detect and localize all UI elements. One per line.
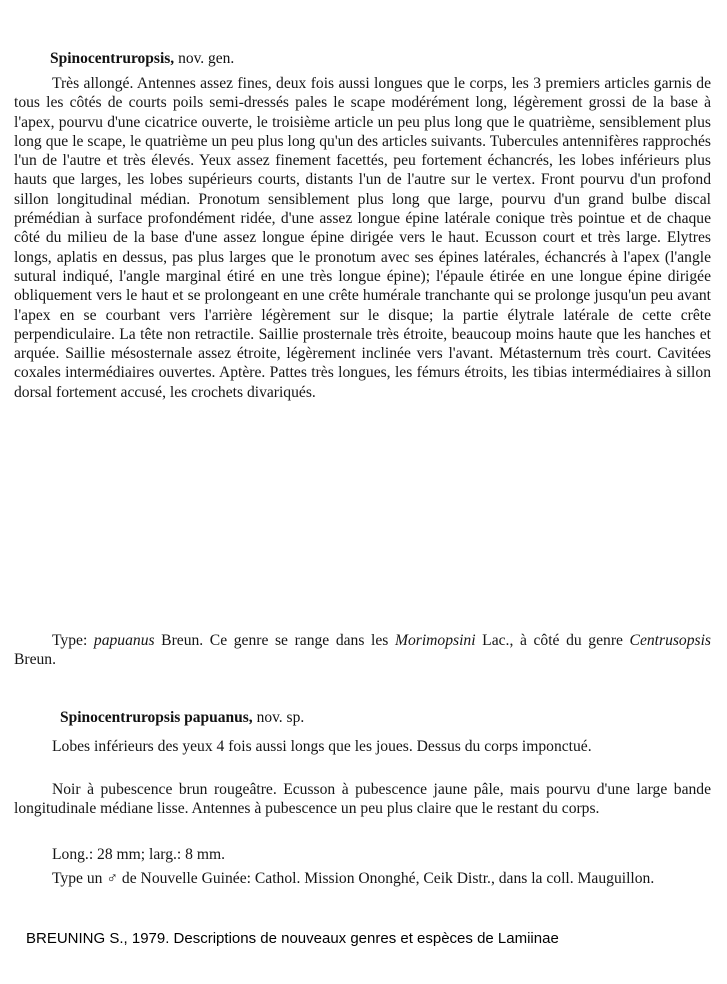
species-heading <box>60 709 304 727</box>
citation-footer: BREUNING S., 1979. Descriptions de nouveaux genres et espèces de Lamiinae <box>26 930 559 947</box>
species-type-paragraph: Type un ♂ de Nouvelle Guinée: Cathol. Mission Ononghé, Ceik Distr., dans la coll. Mauguillon. <box>52 870 655 887</box>
tribe-name: Morimopsini <box>394 632 476 649</box>
genus-name: Spinocentruropsis, <box>50 50 175 67</box>
related-genus: Centrusopsis <box>629 632 711 649</box>
genus-description: Très allongé. Antennes assez fines, deux fois aussi longues que le corps, les 3 premiers articles garnis de tous les côtés de courts poils semi-dressés pales le scape modérément long, légèrement grossi de la base à l'apex, pourvu d'une cicatrice ouverte, le troisième article un peu plus long que le quatrième, sensiblement plus long que le scape, le quatrième un peu plus long qu'un des articles suivants. Tubercules antennifères rapprochés l'un de l'autre et très élevés. Yeux assez finement facettés, peu fortement échancrés, les lobes inférieurs plus hauts que larges, les lobes supérieurs courts, distants l'un de l'autre sur le vertex. Front pourvu d'un profond sillon longitudinal médian. Pronotum sensiblement plus long que large, pourvu d'un grand bulbe discal prémédian à surface profondément ridée, d'une assez longue épine latérale conique très pointue et de chaque côté du milieu de la base d'une assez longue épine dirigée vers le haut. Ecusson court et très large. Elytres longs, aplatis en dessus, pas plus larges que le pronotum avec ses épines latérales, échancrés à l'apex (l'angle sutural indiqué, l'angle marginal étiré en une très longue épine); l'épaule étirée en une longue épine dirigée obliquement vers le haut et se prolongeant en une crête humérale tranchante qui se prolonge jusqu'un peu avant l'apex en se courbant vers l'arrière légèrement sur le disque; la partie élytrale latérale de cette crête perpendiculaire. La tête non retractile. Saillie prosternale très étroite, beaucoup moins haute que les hanches et arquée. Saillie mésosternale assez étroite, légèrement inclinée vers l'avant. Métasternum très court. Cavitées coxales intermédiaires ouvertes. Aptère. Pattes très longues, les fémurs étroits, les tibias intermédiaires à sillon dorsal fortement accusé, les crochets divariqués. <box>14 75 711 401</box>
type-mid: Breun. Ce genre se range dans les <box>154 632 395 649</box>
tribe-author: Lac., à côté du genre <box>475 632 630 649</box>
species-status: nov. sp. <box>252 709 305 726</box>
species-size-paragraph: Long.: 28 mm; larg.: 8 mm. <box>52 846 225 863</box>
type-label: Type: <box>52 632 94 649</box>
species-color-paragraph: Noir à pubescence brun rougeâtre. Ecusson à pubescence jaune pâle, mais pourvu d'une large bande longitudinale médiane lisse. Antennes à pubescence un peu plus claire que le restant du corps. <box>14 781 711 818</box>
genus-status: nov. gen. <box>174 50 235 67</box>
type-species: papuanus <box>93 632 155 649</box>
species-name: Spinocentruropsis papuanus, <box>60 709 253 726</box>
species-eyes-paragraph: Lobes inférieurs des yeux 4 fois aussi longs que les joues. Dessus du corps imponctué. <box>52 738 592 755</box>
related-author: Breun. <box>14 651 57 669</box>
genus-type-note <box>14 631 711 670</box>
genus-heading <box>50 50 234 68</box>
